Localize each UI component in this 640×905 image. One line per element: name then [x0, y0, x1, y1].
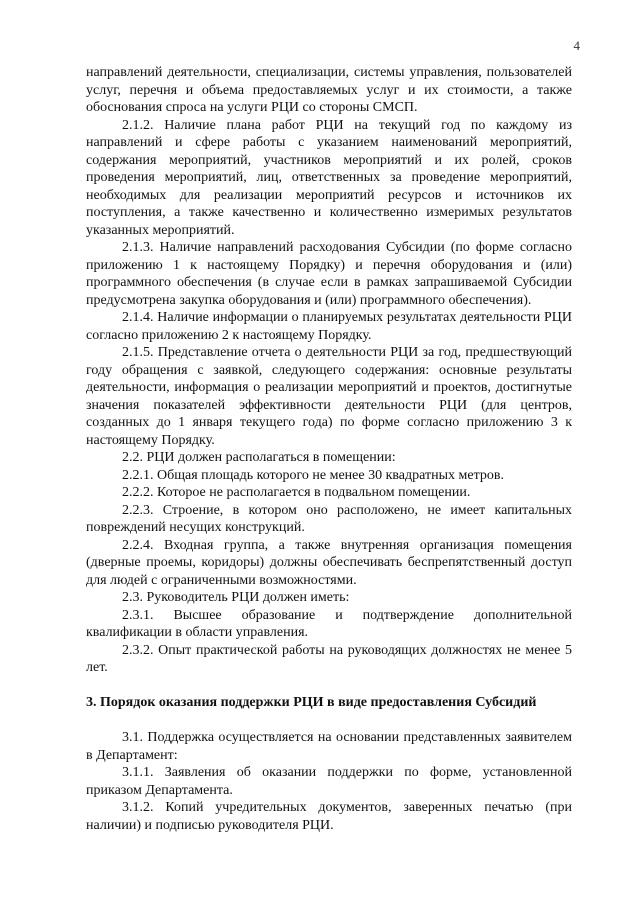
paragraph-2-3-2: 2.3.2. Опыт практической работы на руководящих должностях не менее 5 лет. [86, 642, 572, 675]
paragraph-2-1-5: 2.1.5. Представление отчета о деятельности РЦИ за год, предшествующий году обращения с заявкой, следующего содержания: основные результаты деятельности, информация о реализации мероприятий и проектов, достигнутые значения показателей эффективности деятельности РЦИ (для центров, созданных до 1 января текущего года) по форме согласно приложению 3 к настоящему Порядку. [86, 345, 572, 448]
paragraph-2-2-4: 2.2.4. Входная группа, а также внутренняя организация помещения (дверные проемы, коридоры) должны обеспечивать беспрепятственный доступ для людей с ограниченными возможностями. [86, 537, 572, 588]
paragraph-3-1-1: 3.1.1. Заявления об оказании поддержки по форме, установленной приказом Департамента. [86, 765, 572, 798]
paragraph-2-1-3: 2.1.3. Наличие направлений расходования Субсидии (по форме согласно приложению 1 к настоящему Порядку) и перечня оборудования и (или) программного обеспечения (в случае если в рамках запрашиваемой Субсидии предусмотрена закупка оборудования и (или) программного обеспечения). [86, 240, 572, 308]
paragraph-2-2-2: 2.2.2. Которое не располагается в подвальном помещении. [122, 485, 471, 500]
paragraph-2-3-1: 2.3.1. Высшее образование и подтверждение дополнительной квалификации в области управления. [86, 607, 572, 640]
paragraph-3-1-2: 3.1.2. Копий учредительных документов, заверенных печатью (при наличии) и подписью руководителя РЦИ. [86, 800, 572, 833]
page-number: 4 [573, 38, 580, 53]
section-heading: 3. Порядок оказания поддержки РЦИ в виде предоставления Субсидий [86, 695, 537, 710]
paragraph-2-2-1: 2.2.1. Общая площадь которого не менее 30 квадратных метров. [122, 467, 504, 483]
paragraph-continuation: направлений деятельности, специализации, системы управления, пользователей услуг, перечня и объема предоставляемых услуг и их стоимости, а также обоснования спроса на услуги РЦИ со стороны СМСП. [86, 65, 572, 115]
paragraph-2-3: 2.3. Руководитель РЦИ должен иметь: [122, 590, 350, 605]
paragraph-2-2-3: 2.2.3. Строение, в котором оно расположено, не имеет капитальных повреждений несущих конструкций. [86, 502, 572, 535]
document-body [86, 64, 572, 834]
paragraph-2-1-2: 2.1.2. Наличие плана работ РЦИ на текущий год по каждому из направлений и сфере работы с указанием наименований мероприятий, содержания мероприятий, участников мероприятий и их ролей, сроков проведения мероприятий, лиц, ответственных за проведение мероприятий, необходимых для реализации мероприятий ресурсов и источников их поступления, а также качественно и количественно измеримых результатов указанных мероприятий. [86, 117, 572, 238]
paragraph-3-1: 3.1. Поддержка осуществляется на основании представленных заявителем в Департамент: [86, 730, 572, 763]
paragraph-2-1-4: 2.1.4. Наличие информации о планируемых результатах деятельности РЦИ согласно приложению 2 к настоящему Порядку. [86, 310, 572, 343]
paragraph-2-2: 2.2. РЦИ должен располагаться в помещении: [122, 450, 396, 465]
